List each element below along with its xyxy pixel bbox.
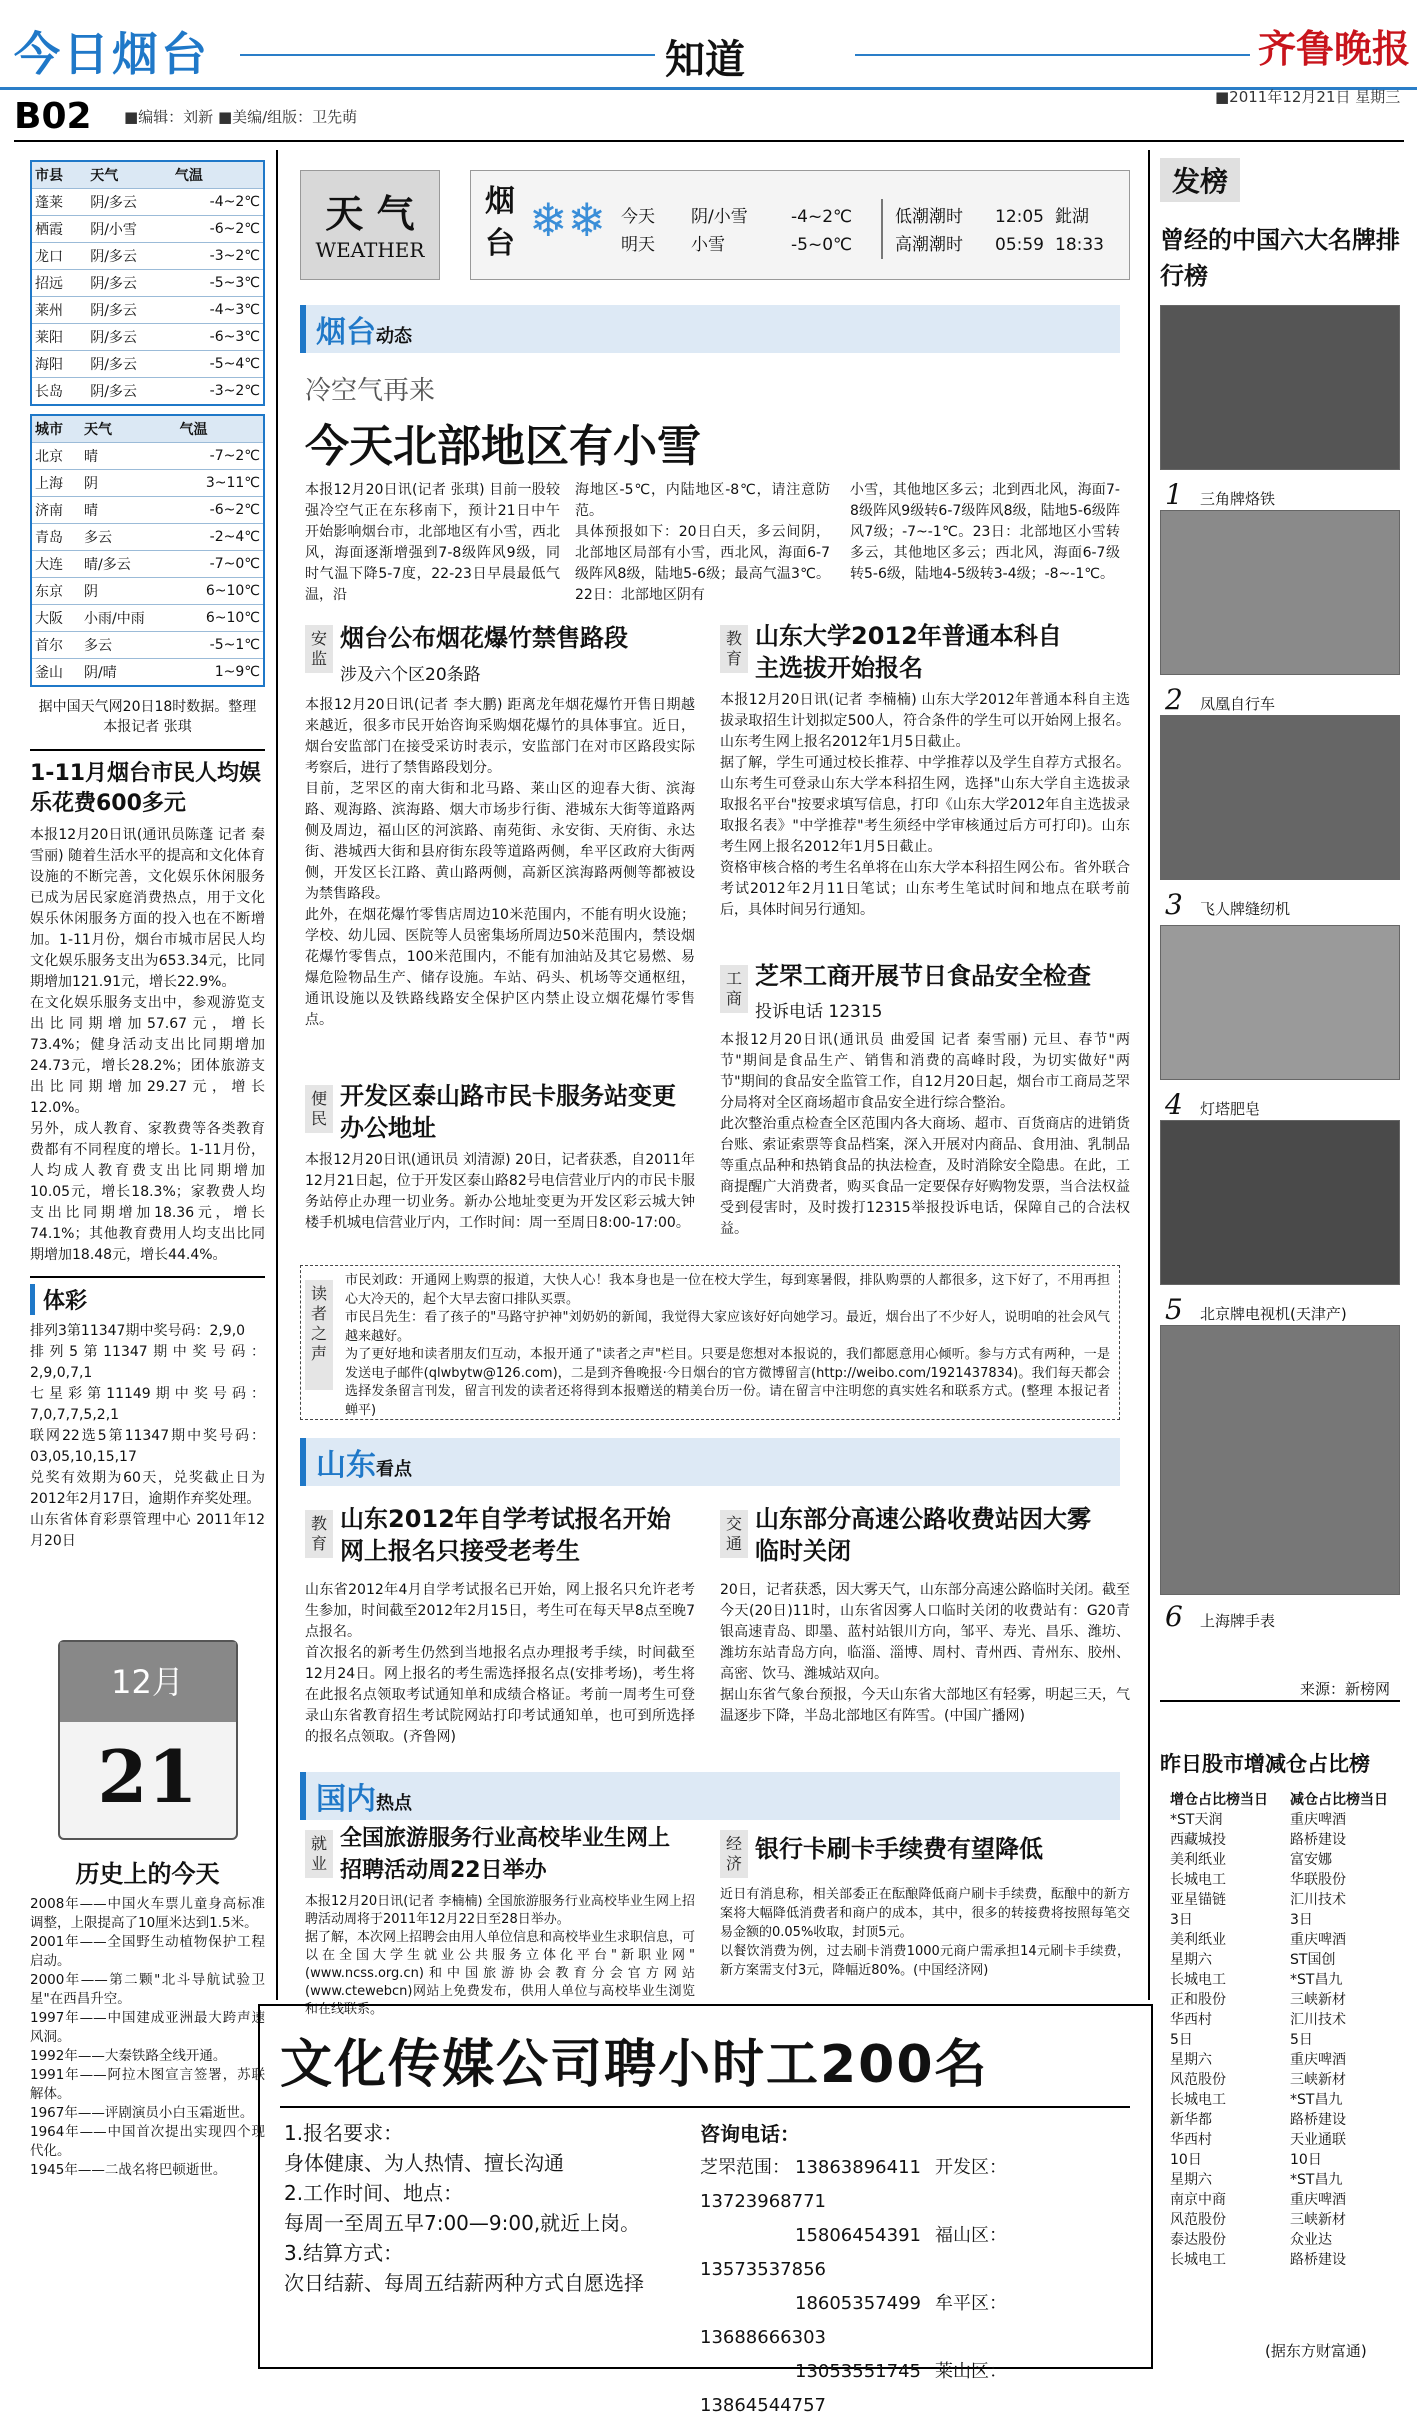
table-header: 气温	[176, 415, 264, 443]
ad-req-value: 身体健康、为人热情、擅长沟通	[284, 2151, 564, 2175]
rank-caption: 飞人牌缝纫机	[1200, 900, 1291, 918]
tel-row	[700, 2219, 1151, 2287]
table-cell: 招远	[31, 270, 87, 297]
rank-number: 2	[1165, 683, 1183, 716]
divider	[30, 1276, 265, 1278]
table-row	[31, 524, 264, 551]
weather-forecast	[621, 203, 852, 259]
ranking-source: 来源：新榜网	[1300, 1680, 1391, 1698]
tel-cell: 13053551745	[795, 2361, 921, 2382]
high-tide-label: 高潮潮时	[895, 235, 963, 255]
highway-body: 20日，记者获悉，因大雾天气，山东部分高速公路临时关闭。截至今天(20日)11时，山东省因雾人口临时关闭的收费站有：G20青银高速青岛、即墨、蓝村站银川方向，邹平、寿光、昌乐、潍坊、潍坊东站青岛方向，临淄、淄博、周村、青州西、青州东、胶州、高密、饮马、潍城站双向。 据山东省气象台预报，今天山东省大部地区有轻雾，明起三天，气温逐步下降，半岛北部地区有阵雪。(中国广播网)	[720, 1582, 1130, 1724]
tide-info	[895, 203, 1104, 259]
weather-title: 天 气	[325, 191, 415, 236]
firework-body: 本报12月20日讯(记者 李大鹏) 距离龙年烟花爆竹开售日期越来越近，很多市民开始咨询采购烟花爆竹的具体事宜。近日，烟台安监部门在接受采访时表示，安监部门在对市区路段实际考察后，进行了禁售路段划分。 目前，芝罘区的南大街和北马路、莱山区的迎春大街、滨海路、观海路、滨海路、烟大市场步行街、港城东大街等道路两侧及周边，福山区的河滨路、南苑街、永安街、天府街、永达街、港城西大街和县府街东段等道路两侧，牟平区政府大街两侧，开发区长江路、黄山路两侧，高新区滨海路两侧等都被设为禁售路段。 此外，在烟花爆竹零售店周边10米范围内，不能有明火设施；学校、幼儿园、医院等人员密集场所周边50米范围内，禁设烟花爆竹零售点，100米范围内，不能有加油站及其它易燃、易爆危险物品生产、储存设施。车站、码头、机场等交通枢纽，通讯设施以及铁路线路安全保护区内禁止设立烟花爆竹零售点。	[305, 697, 695, 1028]
snow-icon: ❄❄	[529, 193, 607, 247]
table-cell: 6~10℃	[176, 605, 264, 632]
stock-item: 三峡新材	[1290, 1992, 1346, 2008]
stock-item: 华联股份	[1290, 1872, 1346, 1888]
high-tide-time2: 18:33	[1055, 235, 1104, 255]
stock-item: 星期六	[1170, 1952, 1212, 1968]
tomorrow-label: 明天	[621, 235, 655, 255]
section-shandong	[300, 1438, 1120, 1486]
ad-tel-title: 咨询电话：	[700, 2122, 800, 2146]
stocks-source: (据东方财富通)	[1265, 2342, 1367, 2360]
lottery-title: 体彩	[30, 1284, 265, 1315]
table-cell: 1~9℃	[176, 659, 264, 687]
stock-item: 长城电工	[1170, 1872, 1226, 1888]
column-rule	[1148, 150, 1150, 2000]
history-item: 1991年——阿拉木图宣言签署，苏联解体。	[30, 2067, 265, 2102]
tel-row	[700, 2355, 1151, 2423]
ad-req-label: 2.工作时间、地点：	[284, 2181, 464, 2205]
divider	[280, 2106, 1130, 2108]
stocks-col2-head: 减仓占比榜当日	[1290, 1792, 1388, 1808]
photo-sewing-machine	[1160, 715, 1400, 880]
left-story-title: 1-11月烟台市民人均娱乐花费600多元	[30, 761, 262, 816]
taishan-title: 开发区泰山路市民卡服务站变更办公地址	[340, 1082, 676, 1142]
weather-panel	[470, 170, 1130, 280]
lead-body-2: 海地区-5℃，内陆地区-8℃，请注意防范。 具体预报如下：20日白天，多云间阴，北部地区局部有小雪，西北风，海面6-7级阵风8级，陆地5-6级；最高气温3℃。22日：北部地区阴有	[575, 482, 830, 603]
history-title: 历史上的今天	[75, 1860, 220, 1888]
section-yantai	[300, 305, 1120, 353]
calendar-month: 12月	[60, 1642, 236, 1722]
history-list	[30, 1895, 265, 2180]
stock-item: 风范股份	[1170, 2072, 1226, 2088]
stock-item: *ST昌九	[1290, 2172, 1343, 2188]
stock-item: 西藏城投	[1170, 1832, 1226, 1848]
table-cell: -3~2℃	[172, 378, 264, 406]
stock-item: *ST天润	[1170, 1812, 1223, 1828]
readers-body: 市民刘政：开通网上购票的报道，大快人心！我本身也是一位在校大学生，每到寒暑假，排队购票的人都很多，这下好了，不用再担心大冷天的，起个大早去窗口排队买票。 市民吕先生：看了孩子的"马路守护神"刘奶奶的新闻，我觉得大家应该好好向她学习。最近，烟台出了不少好人，说明咱的社会风气越来越好。 为了更好地和读者朋友们互动，本报开通了"读者之声"栏目。只要是您想对本报说的，我们都愿意用心倾听。参与方式有两种，一是发送电子邮件(qlwbytw@126.com)，二是到齐鲁晚报·今日烟台的官方微博留言(http://weibo.com/1921437834)。我们每天都会选择发条留言刊发，留言刊发的读者还将得到本报赠送的精美台历一份。请在留言中注明您的真实姓名和联系方式。(整理 本报记者 蝉平)	[345, 1273, 1110, 1418]
left-column	[30, 160, 265, 1552]
table-header: 气温	[172, 161, 264, 189]
stock-item: 长城电工	[1170, 2252, 1226, 2268]
table-cell: -4~2℃	[172, 189, 264, 216]
lottery-line: 七星彩第11149期中奖号码：7,0,7,7,5,2,1	[30, 1386, 265, 1423]
table-cell: -3~2℃	[172, 243, 264, 270]
stock-item: 重庆啤酒	[1290, 2192, 1346, 2208]
table-row	[31, 632, 264, 659]
calendar-block	[30, 1640, 265, 2355]
rank-number: 6	[1165, 1600, 1183, 1633]
tag-jiaoyu: 教育	[720, 625, 748, 673]
photo-iron	[1160, 305, 1400, 470]
photo-soap	[1160, 925, 1400, 1080]
table-cell: 小雨/中雨	[81, 605, 176, 632]
header-rule-left	[240, 54, 655, 56]
table-cell: -7~0℃	[176, 551, 264, 578]
section-sub: 热点	[376, 1793, 412, 1814]
table-cell: 晴/多云	[81, 551, 176, 578]
rank-caption: 北京牌电视机(天津产)	[1200, 1305, 1347, 1323]
stock-item: 5日	[1290, 2032, 1313, 2048]
top-divider	[14, 140, 1404, 142]
table-cell: 首尔	[31, 632, 81, 659]
stock-item: 美利纸业	[1170, 1852, 1226, 1868]
selfexam-title: 山东2012年自学考试报名开始网上报名只接受老考生	[340, 1505, 671, 1565]
history-item: 1992年——大秦铁路全线开通。	[30, 2048, 227, 2064]
tel-row	[700, 2151, 1151, 2219]
table-cell: 釜山	[31, 659, 81, 687]
county-weather-table	[30, 160, 265, 406]
history-item: 2000年——第二颗"北斗导航试验卫星"在西昌升空。	[30, 1972, 265, 2007]
section-title: 今日烟台	[14, 27, 210, 81]
stock-item: 天业通联	[1290, 2132, 1346, 2148]
table-cell: -4~3℃	[172, 297, 264, 324]
section-name: 烟台	[316, 315, 376, 350]
lottery-line: 排列5第11347期中奖号码：2,9,0,7,1	[30, 1344, 265, 1381]
stock-item: 汇川技术	[1290, 2012, 1346, 2028]
high-tide-time: 05:59	[995, 235, 1044, 255]
history-item: 1945年——二战名将巴顿逝世。	[30, 2162, 227, 2178]
table-cell: 阴/多云	[87, 324, 172, 351]
ad-tel-list	[700, 2151, 1151, 2423]
ranking-section: 发榜	[1160, 158, 1240, 202]
tag-bianmin: 便民	[305, 1085, 333, 1133]
tel-cell: 13688666303	[700, 2327, 826, 2348]
table-cell: 阴/多云	[87, 270, 172, 297]
stock-item: 华西村	[1170, 2012, 1212, 2028]
table-cell: 龙口	[31, 243, 87, 270]
lottery-line: 联网22选5第11347期中奖号码：03,05,10,15,17	[30, 1428, 265, 1465]
stock-item: 正和股份	[1170, 1992, 1226, 2008]
table-row	[31, 324, 264, 351]
tel-cell: 13723968771	[700, 2191, 826, 2212]
table-row	[31, 578, 264, 605]
rank-number: 1	[1165, 478, 1183, 511]
table-cell: 海阳	[31, 351, 87, 378]
table-cell: -5~4℃	[172, 351, 264, 378]
table-header: 天气	[81, 415, 176, 443]
weather-subtitle: WEATHER	[315, 238, 425, 262]
photo-tv	[1160, 1120, 1400, 1285]
rank-number: 5	[1165, 1293, 1183, 1326]
rank-number: 3	[1165, 888, 1183, 921]
issue-date: ■2011年12月21日 星期三	[1215, 88, 1401, 106]
stock-item: 汇川技术	[1290, 1892, 1346, 1908]
divider	[30, 749, 265, 751]
low-tide-time: 12:05	[995, 207, 1044, 227]
stock-item: 路桥建设	[1290, 2112, 1346, 2128]
table-row	[31, 551, 264, 578]
stock-item: 重庆啤酒	[1290, 1932, 1346, 1948]
tel-cell: 13573537856	[700, 2259, 826, 2280]
rank-caption: 三角牌烙铁	[1200, 490, 1276, 508]
newspaper-logo: 齐鲁晚报	[1258, 26, 1411, 71]
table-cell: -6~2℃	[176, 497, 264, 524]
stock-item: 3日	[1290, 1912, 1313, 1928]
today-label: 今天	[621, 207, 655, 227]
table-cell: 大阪	[31, 605, 81, 632]
divider	[1160, 1700, 1400, 1702]
table-cell: 晴	[81, 443, 176, 470]
stock-item: 富安娜	[1290, 1852, 1332, 1868]
stock-item: 路桥建设	[1290, 2252, 1346, 2268]
tel-cell: 13863896411	[795, 2157, 921, 2178]
tag-readers: 读者之声	[305, 1280, 333, 1390]
table-cell: 青岛	[31, 524, 81, 551]
low-tide-time2: 鈚湖	[1055, 207, 1089, 227]
table-cell: -5~1℃	[176, 632, 264, 659]
stocks-col1-head: 增仓占比榜当日	[1170, 1792, 1268, 1808]
calendar-icon	[58, 1640, 238, 1840]
stock-item: 重庆啤酒	[1290, 1812, 1346, 1828]
weather-source: 据中国天气网20日18时数据。整理 本报记者 张琪	[38, 699, 257, 735]
table-cell: 大连	[31, 551, 81, 578]
stock-item: 5日	[1170, 2032, 1193, 2048]
history-item: 1967年——评剧演员小白玉霜逝世。	[30, 2105, 254, 2121]
firework-sub: 涉及六个区20条路	[340, 665, 481, 685]
column-rule	[276, 150, 278, 2000]
stocks-col2	[1290, 1790, 1400, 2270]
tel-cell: 15806454391	[795, 2225, 921, 2246]
table-cell: 阴/小雪	[87, 216, 172, 243]
today-temp: -4~2℃	[791, 207, 853, 227]
firework-title: 烟台公布烟花爆竹禁售路段	[340, 624, 628, 652]
section-name: 国内	[316, 1782, 376, 1817]
table-row	[31, 605, 264, 632]
stock-item: 重庆啤酒	[1290, 2052, 1346, 2068]
table-cell: 东京	[31, 578, 81, 605]
history-item: 1964年——中国首次提出实现四个现代化。	[30, 2124, 265, 2159]
city-weather-table	[30, 414, 265, 687]
tag-edu: 教育	[305, 1510, 333, 1558]
tourism-body: 本报12月20日讯(记者 李楠楠) 全国旅游服务行业高校毕业生网上招聘活动周将于2011年12月22日至28日举办。 据了解，本次网上招聘会由用人单位信息和高校毕业生求职信息，可以在全国大学生就业公共服务立体化平台"新职业网"(www.ncss.org.cn)和中国旅游协会教育分会官方网站(www.ctewebcn)网站上免费发布，供用人单位与高校毕业生浏览和在线联系。	[305, 1894, 696, 2017]
table-cell: 长岛	[31, 378, 87, 406]
table-cell: -2~4℃	[176, 524, 264, 551]
ad-req-label: 1.报名要求：	[284, 2121, 404, 2145]
weather-badge	[300, 170, 440, 280]
table-cell: 晴	[81, 497, 176, 524]
table-cell: 3~11℃	[176, 470, 264, 497]
table-header: 城市	[31, 415, 81, 443]
ad-title: 文化传媒公司聘小时工200名	[280, 2035, 989, 2095]
stocks-title: 昨日股市增减仓占比榜	[1160, 1752, 1370, 1776]
section-sub: 看点	[376, 1459, 412, 1480]
weather-city: 烟台	[485, 184, 515, 261]
tel-cell: 莱山区：	[935, 2361, 1007, 2382]
tel-row	[700, 2287, 1151, 2355]
section-sub: 动态	[376, 326, 412, 347]
tel-cell: 18605357499	[795, 2293, 921, 2314]
table-row	[31, 378, 264, 406]
highway-title: 山东部分高速公路收费站因大雾临时关闭	[755, 1505, 1091, 1565]
tel-cell: 福山区：	[935, 2225, 1007, 2246]
table-row	[31, 189, 264, 216]
kicker: 冷空气再来	[305, 376, 436, 406]
rank-caption: 灯塔肥皂	[1200, 1100, 1261, 1118]
low-tide-label: 低潮潮时	[895, 207, 963, 227]
header-rule-right	[855, 54, 1250, 56]
today-weather: 阴/小雪	[691, 207, 748, 227]
table-cell: -6~2℃	[172, 216, 264, 243]
table-cell: 阴	[81, 578, 176, 605]
ad-req-label: 3.结算方式：	[284, 2241, 404, 2265]
food-body: 本报12月20日讯(通讯员 曲爱国 记者 秦雪丽) 元旦、春节"两节"期间是食品生产、销售和消费的高峰时段，为切实做好"两节"期间的食品安全监管工作，自12月20日起，烟台市工商局芝罘分局将对全区商场超市食品安全进行综合整治。 此次整治重点检查全区范围内各大商场、超市、百货商店的进销货台账、索证索票等食品档案，深入开展对内商品、食用油、乳制品等重点品种和热销食品的执法检查，及时消除安全隐患。在此，工商提醒广大消费者，购买食品一定要保存好购物发票，当合法权益受到侵害时，及时拨打12315举报投诉电话，保障自己的合法权益。	[720, 1032, 1130, 1237]
stock-item: ST国创	[1290, 1952, 1336, 1968]
sdu-title: 山东大学2012年普通本科自主选拔开始报名	[755, 622, 1062, 682]
stock-item: 三峡新材	[1290, 2072, 1346, 2088]
stock-item: *ST昌九	[1290, 1972, 1343, 1988]
section-name: 山东	[316, 1448, 376, 1483]
table-cell: -5~3℃	[172, 270, 264, 297]
photo-bicycle	[1160, 510, 1400, 675]
history-item: 2008年——中国火车票儿童身高标准调整，上限提高了10厘米达到1.5米。	[30, 1896, 265, 1931]
table-row	[31, 443, 264, 470]
stock-item: 美利纸业	[1170, 1932, 1226, 1948]
stock-item: 风范股份	[1170, 2212, 1226, 2228]
table-row	[31, 351, 264, 378]
table-cell: 阴/多云	[87, 297, 172, 324]
table-cell: 济南	[31, 497, 81, 524]
stock-item: 3日	[1170, 1912, 1193, 1928]
stock-item: 亚星锚链	[1170, 1892, 1226, 1908]
table-cell: 上海	[31, 470, 81, 497]
stock-item: 10日	[1170, 2152, 1202, 2168]
stock-item: 泰达股份	[1170, 2232, 1226, 2248]
tel-cell: 13864544757	[700, 2395, 826, 2416]
stock-item: 南京中商	[1170, 2192, 1226, 2208]
lead-headline: 今天北部地区有小雪	[305, 421, 701, 472]
stock-item: 星期六	[1170, 2052, 1212, 2068]
table-cell: 阴/多云	[87, 378, 172, 406]
food-sub: 投诉电话 12315	[755, 1002, 883, 1022]
tag-jobs: 就业	[305, 1830, 333, 1878]
tag-gongshang: 工商	[720, 965, 748, 1013]
tel-cell: 芝罘范围：	[700, 2157, 790, 2178]
stock-item: 10日	[1290, 2152, 1322, 2168]
lead-body-3: 小雪，其他地区多云；北到西北风，海面7-8级阵风9级转6-7级阵风8级，陆地5-6级阵风7级；-7~-1℃。23日：北部地区小雪转多云，其他地区多云；西北风，海面6-7级转5-6级，陆地4-5级转3-4级；-8~-1℃。	[850, 482, 1120, 582]
stocks-col1	[1170, 1790, 1280, 2270]
table-cell: 阴/多云	[87, 189, 172, 216]
selfexam-body: 山东省2012年4月自学考试报名已开始，网上报名只允许老考生参加，时间截至2012年2月15日，考生可在每天早8点至晚7点报名。 首次报名的新考生仍然到当地报名点办理报考手续，时间截至12月24日。网上报名的考生需选择报名点(安排考场)，考生将在此报名点领取考试通知单和成绩合格证。考前一周考生可登录山东省教育招生考试院网站打印考试通知单，也可到所选择的报名点领取。(齐鲁网)	[305, 1582, 695, 1745]
table-cell: 阴/多云	[87, 243, 172, 270]
bankcard-title: 银行卡刷卡手续费有望降低	[755, 1835, 1043, 1863]
stock-item: 星期六	[1170, 2172, 1212, 2188]
table-row	[31, 659, 264, 687]
calendar-day: 21	[97, 1734, 198, 1819]
table-cell: 北京	[31, 443, 81, 470]
table-row	[31, 297, 264, 324]
food-title: 芝罘工商开展节日食品安全检查	[755, 962, 1091, 990]
tag-anjian: 安监	[305, 625, 333, 673]
stock-item: *ST昌九	[1290, 2092, 1343, 2108]
editor-line: ■编辑：刘新 ■美编/组版：卫先萌	[124, 108, 358, 126]
tag-econ: 经济	[720, 1830, 748, 1878]
taishan-body: 本报12月20日讯(通讯员 刘清源) 20日，记者获悉，自2011年12月21日起，位于开发区泰山路82号电信营业厅内的市民卡服务站停止办理一切业务。新办公地址变更为开发区彩云城大钟楼手机城电信营业厅内，工作时间：周一至周日8:00-17:00。	[305, 1152, 695, 1231]
stock-item: 三峡新材	[1290, 2212, 1346, 2228]
lead-body-1: 本报12月20日讯(记者 张琪) 目前一股较强冷空气正在东移南下，预计21日中午开始影响烟台市，北部地区有小雪，西北风，海面逐渐增强到7-8级阵风9级，同时气温下降5-7度，22-23日早晨最低气温，沿	[305, 482, 560, 603]
lottery-list	[30, 1321, 265, 1552]
tomorrow-temp: -5~0℃	[791, 235, 853, 255]
left-story-body: 本报12月20日讯(通讯员陈蓬 记者 秦雪丽) 随着生活水平的提高和文化体育设施的不断完善，文化娱乐休闲服务已成为居民家庭消费热点，用于文化娱乐休闲服务方面的投入也在不断增加。1-11月份，烟台市城市居民人均文化娱乐服务支出为653.34元，比同期增加121.91元，增长22.9%。 在文化娱乐服务支出中，参观游览支出比同期增加57.67元，增长73.4%；健身活动支出比同期增加24.73元，增长28.2%；团体旅游支出比同期增加29.27元，增长12.0%。 另外，成人教育、家教费等各类教育费都有不同程度的增长。1-11月份，人均成人教育费支出比同期增加10.05元，增长18.3%；家教费人均支出比同期增加18.36元，增长74.1%；其他教育费用人均支出比同期增加18.48元，增长44.4%。	[30, 827, 265, 1263]
table-cell: 阴/晴	[81, 659, 176, 687]
table-cell: 蓬莱	[31, 189, 87, 216]
ad-req-value: 次日结薪、每周五结薪两种方式自愿选择	[284, 2271, 644, 2295]
ad-req-value: 每周一至周五早7:00—9:00,就近上岗。	[284, 2211, 641, 2235]
ad-requirements	[284, 2118, 644, 2298]
column-title: 知道	[665, 37, 745, 83]
table-cell: 莱阳	[31, 324, 87, 351]
table-row	[31, 243, 264, 270]
stock-item: 路桥建设	[1290, 1832, 1346, 1848]
table-row	[31, 497, 264, 524]
lottery-line: 山东省体育彩票管理中心 2011年12月20日	[30, 1512, 265, 1549]
lottery-line: 兑奖有效期为60天，兑奖截止日为2012年2月17日，逾期作弃奖处理。	[30, 1470, 265, 1507]
table-cell: 多云	[81, 632, 176, 659]
table-row	[31, 270, 264, 297]
section-guonei	[300, 1772, 1120, 1820]
ranking-title: 曾经的中国六大名牌排行榜	[1160, 226, 1400, 290]
tag-traffic: 交通	[720, 1510, 748, 1558]
table-header: 市县	[31, 161, 87, 189]
table-cell: 栖霞	[31, 216, 87, 243]
bankcard-body: 近日有消息称，相关部委正在酝酿降低商户刷卡手续费，酝酿中的新方案将大幅降低消费者和商户的成本，其中，很多的转接费将按照每笔交易金额的0.05%收取，封顶5元。 以餐饮消费为例，过去刷卡消费1000元商户需承担14元刷卡手续费，新方案需支付3元，降幅近80%。(中国经济网)	[720, 1887, 1130, 1978]
table-row	[31, 470, 264, 497]
photo-watch	[1160, 1325, 1400, 1595]
stock-item: 众业达	[1290, 2232, 1332, 2248]
stock-item: 长城电工	[1170, 2092, 1226, 2108]
lottery-line: 排列3第11347期中奖号码：2,9,0	[30, 1323, 246, 1339]
rank-caption: 凤凰自行车	[1200, 695, 1276, 713]
table-row	[31, 216, 264, 243]
sdu-body: 本报12月20日讯(记者 李楠楠) 山东大学2012年普通本科自主选拔录取招生计划拟定500人，符合条件的学生可以开始网上报名。山东考生网上报名2012年1月5日截止。 据了解，学生可通过校长推荐、中学推荐以及学生自荐方式报名。山东考生可登录山东大学本科招生网，选择"山东大学自主选拔录取报名平台"按要求填写信息，打印《山东大学2012年自主选拔录取报名表》"中学推荐"考生须经中学审核通过后方可打印)。山东考生网上报名2012年1月5日截止。 资格审核合格的考生名单将在山东大学本科招生网公布。省外联合考试2012年2月11日笔试；山东考生笔试时间和地点在联考前后，具体时间另行通知。	[720, 692, 1130, 918]
stock-item: 华西村	[1170, 2132, 1212, 2148]
table-cell: 多云	[81, 524, 176, 551]
tomorrow-weather: 小雪	[691, 235, 725, 255]
tourism-title: 全国旅游服务行业高校毕业生网上招聘活动周22日举办	[340, 1826, 671, 1883]
stock-item: 长城电工	[1170, 1972, 1226, 1988]
table-cell: -6~3℃	[172, 324, 264, 351]
history-item: 2001年——全国野生动植物保护工程启动。	[30, 1934, 265, 1969]
page-number: B02	[14, 96, 92, 137]
tel-cell: 开发区：	[935, 2157, 1007, 2178]
rank-number: 4	[1165, 1088, 1183, 1121]
stock-item: 新华都	[1170, 2112, 1212, 2128]
table-cell: -7~2℃	[176, 443, 264, 470]
table-header: 天气	[87, 161, 172, 189]
tel-cell: 牟平区：	[935, 2293, 1007, 2314]
table-cell: 莱州	[31, 297, 87, 324]
divider	[881, 199, 883, 259]
history-item: 1997年——中国建成亚洲最大跨声速风洞。	[30, 2010, 265, 2045]
rank-caption: 上海牌手表	[1200, 1612, 1276, 1630]
table-cell: 阴/多云	[87, 351, 172, 378]
table-cell: 阴	[81, 470, 176, 497]
table-cell: 6~10℃	[176, 578, 264, 605]
job-advert	[258, 2004, 1153, 2416]
